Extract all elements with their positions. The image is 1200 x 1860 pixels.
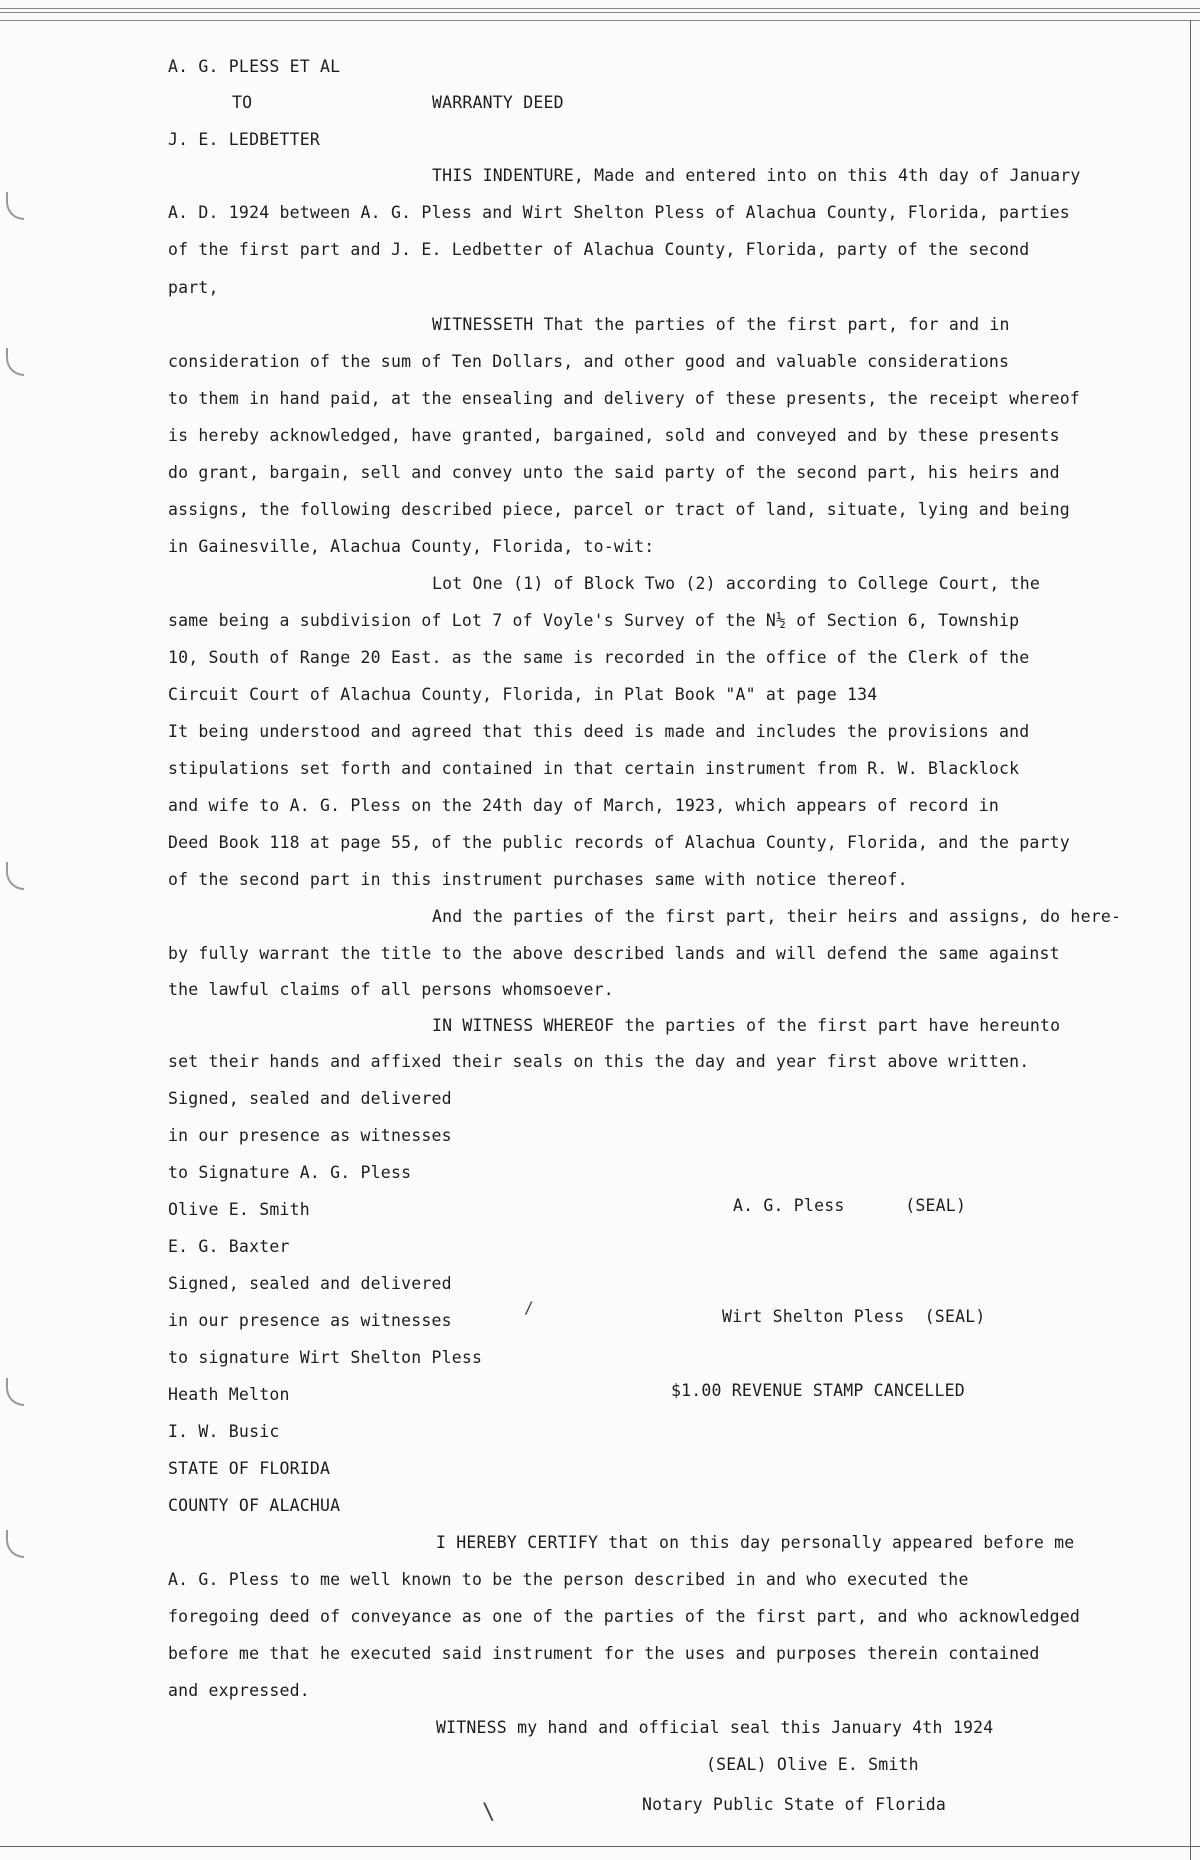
body-line: set their hands and affixed their seals on this the day and year first above written. <box>168 1052 1030 1071</box>
body-line: It being understood and agreed that this deed is made and includes the provisions and <box>168 722 1030 741</box>
body-line: the lawful claims of all persons whomsoever. <box>168 980 614 999</box>
pencil-mark: / <box>524 1298 534 1317</box>
top-border-line <box>0 20 1200 21</box>
witness-line: to signature Wirt Shelton Pless <box>168 1348 483 1367</box>
grantor-heading: A. G. PLESS ET AL <box>168 57 341 76</box>
revenue-stamp-note: $1.00 REVENUE STAMP CANCELLED <box>671 1381 965 1400</box>
body-line: do grant, bargain, sell and convey unto the said party of the second part, his heirs and <box>168 463 1060 482</box>
certificate-line: and expressed. <box>168 1681 310 1700</box>
signer-seal: Wirt Shelton Pless (SEAL) <box>722 1307 986 1326</box>
certificate-line: I HEREBY CERTIFY that on this day personally appeared before me <box>436 1533 1075 1552</box>
top-border-line <box>0 12 1200 13</box>
punch-hole-mark <box>6 348 24 376</box>
body-line: 10, South of Range 20 East. as the same is recorded in the office of the Clerk of the <box>168 648 1030 667</box>
certificate-line: foregoing deed of conveyance as one of the parties of the first part, and who acknowledged <box>168 1607 1081 1626</box>
body-line: by fully warrant the title to the above described lands and will defend the same against <box>168 944 1060 963</box>
deed-title: WARRANTY DEED <box>432 93 564 112</box>
venue-county: COUNTY OF ALACHUA <box>168 1496 341 1515</box>
punch-hole-mark <box>6 192 24 220</box>
right-page-edge <box>1190 20 1191 1860</box>
body-line: same being a subdivision of Lot 7 of Voyle's Survey of the N½ of Section 6, Township <box>168 611 1020 630</box>
body-line: stipulations set forth and contained in that certain instrument from R. W. Blacklock <box>168 759 1020 778</box>
body-line: THIS INDENTURE, Made and entered into on this 4th day of January <box>432 166 1081 185</box>
notary-title: Notary Public State of Florida <box>642 1795 947 1814</box>
body-line: A. D. 1924 between A. G. Pless and Wirt Shelton Pless of Alachua County, Florida, parties <box>168 203 1070 222</box>
witness-line: to Signature A. G. Pless <box>168 1163 412 1182</box>
pencil-mark: \ <box>482 1800 496 1825</box>
witness-hand-line: WITNESS my hand and official seal this January 4th 1924 <box>436 1718 994 1737</box>
punch-hole-mark <box>6 862 24 890</box>
body-line: of the first part and J. E. Ledbetter of Alachua County, Florida, party of the second <box>168 240 1030 259</box>
bottom-page-edge <box>0 1846 1200 1847</box>
body-line: to them in hand paid, at the ensealing and delivery of these presents, the receipt whereof <box>168 389 1081 408</box>
signer-seal: A. G. Pless (SEAL) <box>733 1196 967 1215</box>
body-line: assigns, the following described piece, parcel or tract of land, situate, lying and being <box>168 500 1070 519</box>
body-line: and wife to A. G. Pless on the 24th day of March, 1923, which appears of record in <box>168 796 999 815</box>
witness-line: Signed, sealed and delivered <box>168 1089 452 1108</box>
witness-line: Signed, sealed and delivered <box>168 1274 452 1293</box>
witness-name: Olive E. Smith <box>168 1200 310 1219</box>
body-line: part, <box>168 278 219 297</box>
body-line: of the second part in this instrument purchases same with notice thereof. <box>168 870 908 889</box>
body-line: WITNESSETH That the parties of the first part, for and in <box>432 315 1010 334</box>
certificate-line: A. G. Pless to me well known to be the person described in and who executed the <box>168 1570 969 1589</box>
certificate-line: before me that he executed said instrument for the uses and purposes therein contained <box>168 1644 1040 1663</box>
body-line: consideration of the sum of Ten Dollars, and other good and valuable considerations <box>168 352 1010 371</box>
body-line: Circuit Court of Alachua County, Florida, in Plat Book "A" at page 134 <box>168 685 878 704</box>
body-line: And the parties of the first part, their heirs and assigns, do here- <box>432 907 1122 926</box>
body-line: is hereby acknowledged, have granted, bargained, sold and conveyed and by these presents <box>168 426 1060 445</box>
punch-hole-mark <box>6 1530 24 1558</box>
witness-line: in our presence as witnesses <box>168 1126 452 1145</box>
venue-state: STATE OF FLORIDA <box>168 1459 331 1478</box>
witness-name: Heath Melton <box>168 1385 290 1404</box>
body-line: IN WITNESS WHEREOF the parties of the first part have hereunto <box>432 1016 1061 1035</box>
to-heading: TO <box>232 93 253 112</box>
top-border-line <box>0 8 1200 9</box>
body-line: Deed Book 118 at page 55, of the public records of Alachua County, Florida, and the party <box>168 833 1070 852</box>
notary-seal-line: (SEAL) Olive E. Smith <box>706 1755 919 1774</box>
body-line: in Gainesville, Alachua County, Florida, to-wit: <box>168 537 655 556</box>
body-line: Lot One (1) of Block Two (2) according to College Court, the <box>432 574 1041 593</box>
witness-line: in our presence as witnesses <box>168 1311 452 1330</box>
grantee-heading: J. E. LEDBETTER <box>168 130 321 149</box>
punch-hole-mark <box>6 1378 24 1406</box>
witness-name: I. W. Busic <box>168 1422 280 1441</box>
witness-name: E. G. Baxter <box>168 1237 290 1256</box>
